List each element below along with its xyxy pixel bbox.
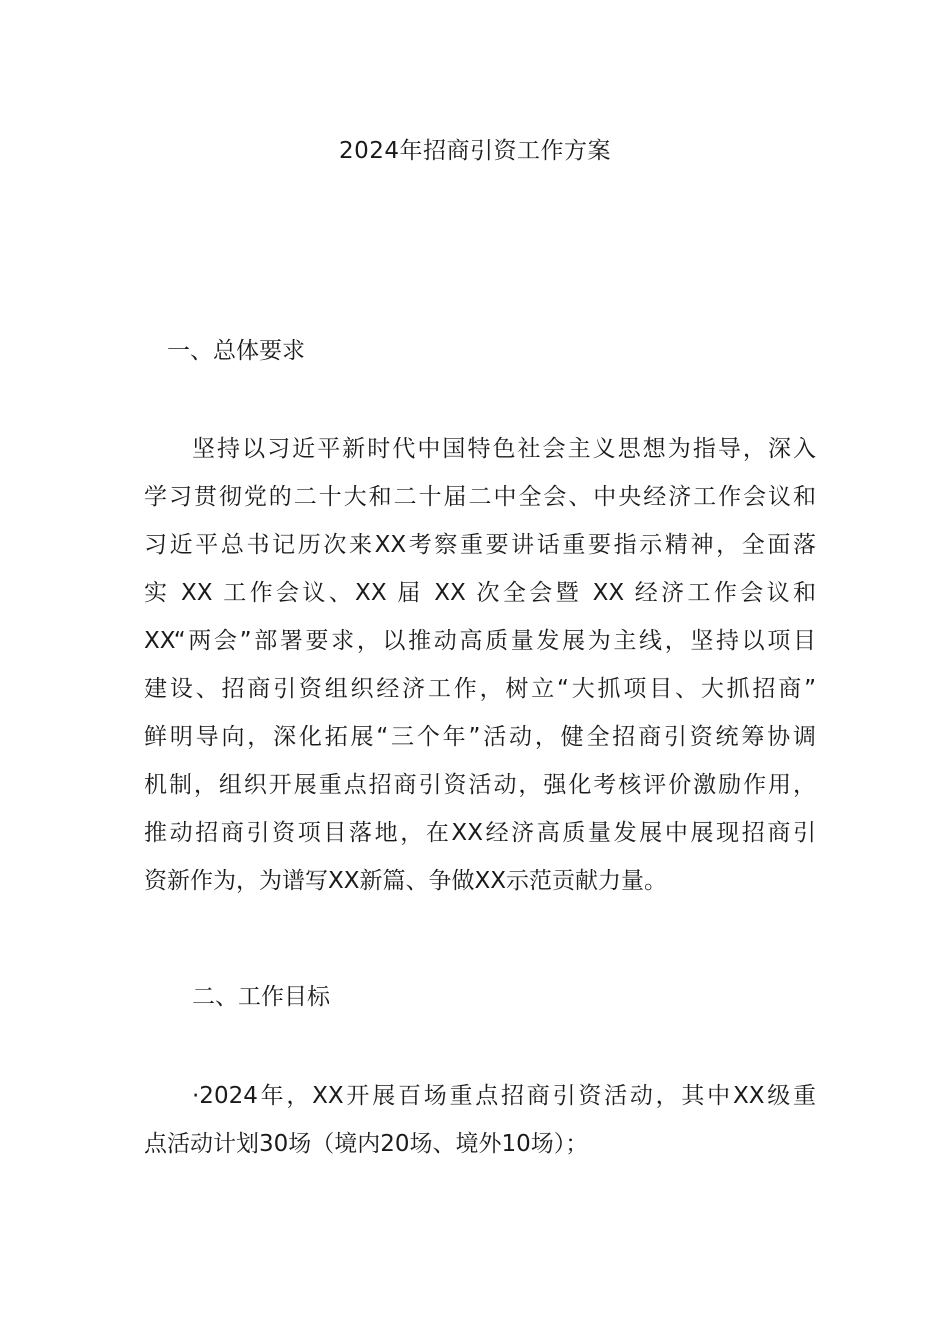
paragraph-line: 坚持以习近平新时代中国特色社会主义思想为指导，深入 — [192, 436, 816, 462]
paragraph-line: 资新作为，为谱写XX新篇、争做XX示范贡献力量。 — [144, 868, 668, 894]
paragraph-general-requirements — [144, 432, 816, 912]
paragraph-line: 习近平总书记历次来XX考察重要讲话重要指示精神，全面落 — [144, 532, 816, 558]
paragraph-work-goals — [144, 1079, 816, 1175]
paragraph-line: 实 XX 工作会议、XX 届 XX 次全会暨 XX 经济工作会议和 — [144, 580, 816, 606]
section-heading-general-requirements: 一、总体要求 — [167, 338, 305, 364]
section-heading-work-goals: 二、工作目标 — [192, 984, 330, 1010]
paragraph-line: 推动招商引资项目落地，在XX经济高质量发展中展现招商引 — [144, 820, 816, 846]
paragraph-line: 建设、招商引资组织经济工作，树立“大抓项目、大抓招商” — [144, 676, 816, 702]
paragraph-line: ·2024年，XX开展百场重点招商引资活动，其中XX级重 — [192, 1083, 816, 1109]
paragraph-line: XX“两会”部署要求，以推动高质量发展为主线，坚持以项目 — [144, 628, 816, 654]
paragraph-line: 鲜明导向，深化拓展“三个年”活动，健全招商引资统筹协调 — [144, 724, 816, 750]
paragraph-line: 机制，组织开展重点招商引资活动，强化考核评价激励作用， — [144, 772, 816, 798]
paragraph-line: 点活动计划30场（境内20场、境外10场）； — [144, 1131, 589, 1157]
document-title: 2024年招商引资工作方案 — [338, 138, 612, 164]
paragraph-line: 学习贯彻党的二十大和二十届二中全会、中央经济工作会议和 — [144, 484, 816, 510]
